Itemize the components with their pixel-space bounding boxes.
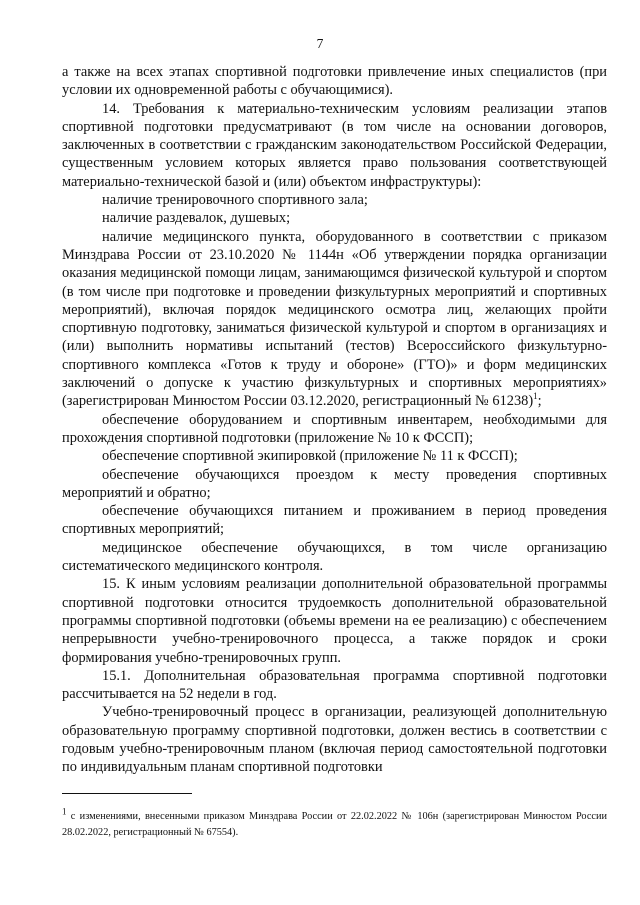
- paragraph: 14. Требования к материально-техническим условиям реализации этапов спортивной подготовки предусматривают (в том числе на основании договоров, заключенных в соответствии с гражданским законодательством Российской Федерации, существенным условием которых является право пользования соответствующей материально-технической базой и (или) объектом инфраструктуры):: [62, 100, 607, 190]
- paragraph: а также на всех этапах спортивной подготовки привлечение иных специалистов (при условии их одновременной работы с обучающимися).: [62, 64, 607, 99]
- paragraph-with-footnote: [62, 228, 607, 411]
- paragraph: Учебно-тренировочный процесс в организации, реализующей дополнительную образовательную программу спортивной подготовки, должен вестись в соответствии с годовым учебно-тренировочным планом (включая период самостоятельной подготовки по индивидуальным планам спортивной подготовки: [62, 704, 607, 776]
- paragraph: обеспечение спортивной экипировкой (приложение № 11 к ФССП);: [102, 448, 518, 465]
- paragraph: обеспечение оборудованием и спортивным инвентарем, необходимыми для прохождения спортивной подготовки (приложение № 10 к ФССП);: [62, 411, 607, 446]
- footnote-reference: 1: [533, 391, 538, 402]
- paragraph-text: наличие медицинского пункта, оборудованного в соответствии с приказом Минздрава России от 23.10.2020 № 1144н «Об утверждении порядка организации оказания медицинской помощи лицам, занимающимся физической культурой и спортом (в том числе при подготовке и проведении физкультурных мероприятий и спортивных мероприятий), включая порядок медицинского осмотра лиц, желающих пройти спортивную подготовку, заниматься физической культурой и спортом в организациях и (или) выполнить нормативы испытаний (тестов) Всероссийского физкультурно-спортивного комплекса «Готов к труду и обороне» (ГТО)» и форм медицинских заключений о допуске к участию физкультурных и спортивных мероприятиях» (зарегистрирован Минюстом России 03.12.2020, регистрационный № 61238): [62, 228, 607, 410]
- paragraph-punctuation: ;: [537, 393, 542, 410]
- paragraph: 15.1. Дополнительная образовательная программа спортивной подготовки рассчитывается на 52 недели в год.: [62, 667, 607, 703]
- footnote-marker: 1: [62, 806, 67, 817]
- paragraph: обеспечение обучающихся проездом к месту проведения спортивных мероприятий и обратно;: [62, 466, 607, 501]
- page-number: 7: [316, 36, 324, 51]
- footnote-text: с изменениями, внесенными приказом Минздрава России от 22.02.2022 № 106н (зарегистрирован Минюстом России 28.02.2022, регистрационный № 67554).: [62, 811, 607, 838]
- footnote: [62, 806, 607, 840]
- document-body: [62, 63, 607, 777]
- paragraph: наличие раздевалок, душевых;: [102, 210, 291, 227]
- paragraph: 15. К иным условиям реализации дополнительной образовательной программы спортивной подготовки относится трудоемкость дополнительной образовательной программы спортивной подготовки (объемы времени на ее реализацию) с обеспечением непрерывности учебно-тренировочного процесса, а также порядок и сроки формирования учебно-тренировочных групп.: [62, 576, 607, 666]
- paragraph: медицинское обеспечение обучающихся, в том числе организацию систематического медицинского контроля.: [62, 539, 607, 575]
- paragraph: наличие тренировочного спортивного зала;: [102, 192, 368, 209]
- paragraph: обеспечение обучающихся питанием и проживанием в период проведения спортивных мероприятий;: [62, 503, 607, 538]
- footnote-separator: [62, 793, 192, 794]
